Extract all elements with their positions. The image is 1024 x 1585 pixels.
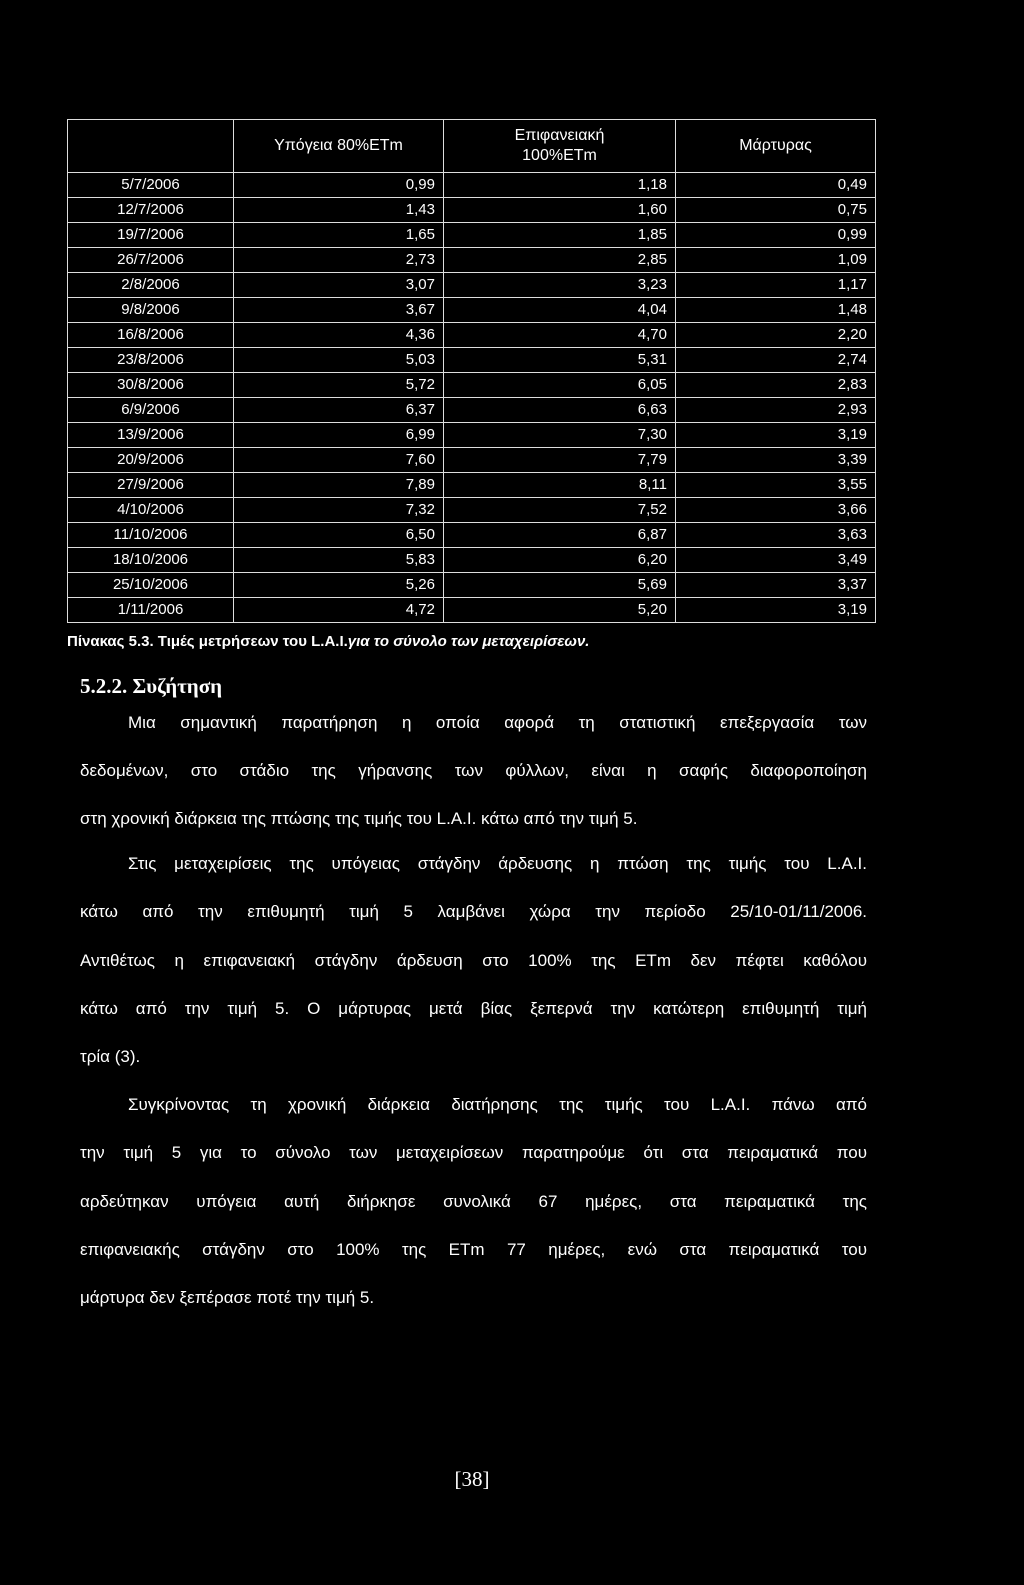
value-cell: 2,83 <box>676 373 876 398</box>
table-row <box>68 548 876 573</box>
date-cell: 5/7/2006 <box>68 173 234 198</box>
value-cell: 1,60 <box>444 198 676 223</box>
table-row <box>68 598 876 623</box>
value-cell: 4,72 <box>234 598 444 623</box>
paragraph-line: κάτω από την επιθυμητή τιμή 5 λαμβάνει χώρα την περίοδο 25/10-01/11/2006. <box>80 902 867 921</box>
paragraph-line: Συγκρίνοντας τη χρονική διάρκεια διατήρησης της τιμής του L.A.I. πάνω από <box>128 1095 867 1114</box>
value-cell: 3,67 <box>234 298 444 323</box>
date-cell: 12/7/2006 <box>68 198 234 223</box>
value-cell: 7,60 <box>234 448 444 473</box>
value-cell: 3,19 <box>676 423 876 448</box>
value-cell: 8,11 <box>444 473 676 498</box>
date-cell: 11/10/2006 <box>68 523 234 548</box>
paragraph-line: τρία (3). <box>80 1047 141 1066</box>
value-cell: 2,73 <box>234 248 444 273</box>
header-surface-line1: Επιφανειακή <box>514 127 605 144</box>
value-cell: 4,70 <box>444 323 676 348</box>
header-date <box>68 120 234 173</box>
date-cell: 26/7/2006 <box>68 248 234 273</box>
date-cell: 1/11/2006 <box>68 598 234 623</box>
paragraph-line: την τιμή 5 για το σύνολο των μεταχειρίσεων παρατηρούμε ότι στα πειραματικά που <box>80 1143 867 1162</box>
value-cell: 3,23 <box>444 273 676 298</box>
header-subsurface: Υπόγεια 80%ETm <box>234 120 444 173</box>
table-row <box>68 473 876 498</box>
value-cell: 6,05 <box>444 373 676 398</box>
value-cell: 3,55 <box>676 473 876 498</box>
value-cell: 5,03 <box>234 348 444 373</box>
table-row <box>68 198 876 223</box>
table-row <box>68 448 876 473</box>
value-cell: 1,48 <box>676 298 876 323</box>
value-cell: 7,89 <box>234 473 444 498</box>
value-cell: 0,49 <box>676 173 876 198</box>
date-cell: 4/10/2006 <box>68 498 234 523</box>
value-cell: 2,20 <box>676 323 876 348</box>
table-row <box>68 323 876 348</box>
value-cell: 4,36 <box>234 323 444 348</box>
paragraph-line: Μια σημαντική παρατήρηση η οποία αφορά τη στατιστική επεξεργασία των <box>128 713 867 732</box>
paragraph-line: στη χρονική διάρκεια της πτώσης της τιμής του L.A.I. κάτω από την τιμή 5. <box>80 809 638 828</box>
caption-prefix: Πίνακας 5.3. Τιμές μετρήσεων του L.A.I. <box>67 633 348 650</box>
date-cell: 19/7/2006 <box>68 223 234 248</box>
table-row <box>68 398 876 423</box>
paragraph-line: επιφανειακής στάγδην στο 100% της ETm 77 ημέρες, ενώ στα πειραματικά του <box>80 1240 867 1259</box>
caption-italic: για το σύνολο των μεταχειρίσεων. <box>347 633 590 650</box>
date-cell: 23/8/2006 <box>68 348 234 373</box>
value-cell: 6,20 <box>444 548 676 573</box>
value-cell: 2,85 <box>444 248 676 273</box>
header-surface <box>444 120 676 173</box>
value-cell: 3,66 <box>676 498 876 523</box>
value-cell: 2,74 <box>676 348 876 373</box>
header-control: Μάρτυρας <box>676 120 876 173</box>
paragraph-line: αρδεύτηκαν υπόγεια αυτή διήρκησε συνολικά 67 ημέρες, στα πειραματικά της <box>80 1192 867 1211</box>
value-cell: 5,31 <box>444 348 676 373</box>
value-cell: 1,17 <box>676 273 876 298</box>
date-cell: 25/10/2006 <box>68 573 234 598</box>
page-number: [38] <box>454 1467 490 1491</box>
value-cell: 3,49 <box>676 548 876 573</box>
table-caption <box>67 633 589 650</box>
table-row <box>68 348 876 373</box>
value-cell: 5,72 <box>234 373 444 398</box>
paragraph-line: Αντιθέτως η επιφανειακή στάγδην άρδευση στο 100% της ETm δεν πέφτει καθόλου <box>80 951 867 970</box>
date-cell: 13/9/2006 <box>68 423 234 448</box>
value-cell: 3,19 <box>676 598 876 623</box>
table-row <box>68 573 876 598</box>
paragraph-line: μάρτυρα δεν ξεπέρασε ποτέ την τιμή 5. <box>80 1288 375 1307</box>
date-cell: 30/8/2006 <box>68 373 234 398</box>
value-cell: 7,79 <box>444 448 676 473</box>
value-cell: 3,63 <box>676 523 876 548</box>
date-cell: 18/10/2006 <box>68 548 234 573</box>
value-cell: 6,99 <box>234 423 444 448</box>
value-cell: 2,93 <box>676 398 876 423</box>
table-row <box>68 248 876 273</box>
header-surface-line2: 100%ETm <box>522 147 597 164</box>
date-cell: 9/8/2006 <box>68 298 234 323</box>
value-cell: 7,30 <box>444 423 676 448</box>
value-cell: 5,20 <box>444 598 676 623</box>
table-header-row <box>68 120 876 173</box>
value-cell: 4,04 <box>444 298 676 323</box>
date-cell: 27/9/2006 <box>68 473 234 498</box>
value-cell: 1,43 <box>234 198 444 223</box>
value-cell: 3,37 <box>676 573 876 598</box>
date-cell: 6/9/2006 <box>68 398 234 423</box>
date-cell: 20/9/2006 <box>68 448 234 473</box>
value-cell: 6,87 <box>444 523 676 548</box>
value-cell: 1,65 <box>234 223 444 248</box>
value-cell: 6,37 <box>234 398 444 423</box>
table-row <box>68 498 876 523</box>
table-row <box>68 523 876 548</box>
value-cell: 1,85 <box>444 223 676 248</box>
table-row <box>68 173 876 198</box>
value-cell: 6,50 <box>234 523 444 548</box>
value-cell: 0,75 <box>676 198 876 223</box>
value-cell: 5,69 <box>444 573 676 598</box>
value-cell: 5,83 <box>234 548 444 573</box>
date-cell: 16/8/2006 <box>68 323 234 348</box>
value-cell: 7,52 <box>444 498 676 523</box>
value-cell: 0,99 <box>676 223 876 248</box>
value-cell: 1,18 <box>444 173 676 198</box>
value-cell: 5,26 <box>234 573 444 598</box>
paragraph-line: κάτω από την τιμή 5. Ο μάρτυρας μετά βίας ξεπερνά την κατώτερη επιθυμητή τιμή <box>80 999 867 1018</box>
table-row <box>68 373 876 398</box>
value-cell: 3,07 <box>234 273 444 298</box>
value-cell: 3,39 <box>676 448 876 473</box>
value-cell: 7,32 <box>234 498 444 523</box>
table-row <box>68 223 876 248</box>
value-cell: 6,63 <box>444 398 676 423</box>
lai-measurements-table <box>67 119 876 623</box>
table-row <box>68 298 876 323</box>
table-row <box>68 423 876 448</box>
value-cell: 0,99 <box>234 173 444 198</box>
paragraph-line: δεδομένων, στο στάδιο της γήρανσης των φύλλων, είναι η σαφής διαφοροποίηση <box>80 761 867 780</box>
table-row <box>68 273 876 298</box>
section-heading: 5.2.2. Συζήτηση <box>80 674 223 698</box>
value-cell: 1,09 <box>676 248 876 273</box>
paragraph-line: Στις μεταχειρίσεις της υπόγειας στάγδην άρδευσης η πτώση της τιμής του L.A.I. <box>128 854 867 873</box>
date-cell: 2/8/2006 <box>68 273 234 298</box>
table-body <box>68 173 876 623</box>
